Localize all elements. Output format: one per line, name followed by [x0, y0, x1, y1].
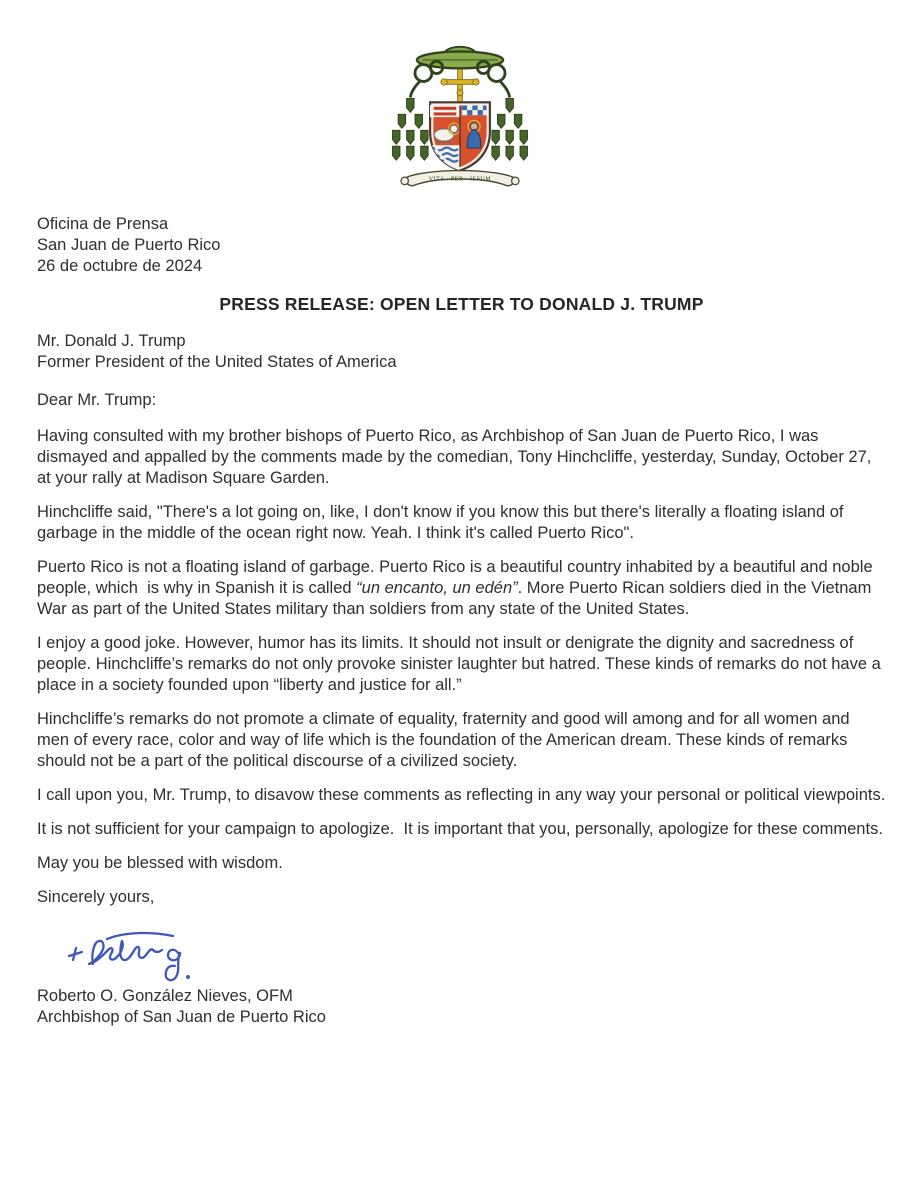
- coat-of-arms-graphic: [385, 40, 535, 198]
- city-line: San Juan de Puerto Rico: [37, 236, 221, 254]
- recipient-block: [37, 331, 886, 373]
- paragraph-1: Having consulted with my brother bishops of Puerto Rico, as Archbishop of San Juan de Puerto Rico, I was dismayed and appalled by the comments made by the comedian, Tony Hinchcliffe, yesterday, Sunday, October 27, at your rally at Madison Square Garden.: [37, 427, 876, 487]
- recipient-name: Mr. Donald J. Trump: [37, 332, 186, 350]
- paragraph-6: I call upon you, Mr. Trump, to disavow these comments as reflecting in any way your personal or political viewpoints.: [37, 786, 886, 804]
- motto-scroll: [400, 171, 518, 186]
- tassels-left: [392, 98, 428, 160]
- paragraph-2: Hinchcliffe said, "There's a lot going on, like, I don't know if you know this but there's literally a floating island of garbage in the middle of the ocean right now. Yeah. I think it's called Puerto Rico".: [37, 503, 849, 542]
- letter-title: PRESS RELEASE: OPEN LETTER TO DONALD J. TRUMP: [219, 294, 704, 314]
- paragraph-3-post: . More Puerto Rican soldiers died in the Vietnam War as part of the United States military than soldiers from any state of the United States.: [37, 579, 876, 618]
- tassels-right: [491, 98, 527, 160]
- signature-icon: [57, 922, 257, 984]
- signer-name: Roberto O. González Nieves, OFM: [37, 987, 293, 1005]
- motto-text: VITA · PER · IESUM: [428, 176, 491, 183]
- signature-handwriting: [57, 922, 886, 984]
- paragraph-5: Hinchcliffe’s remarks do not promote a climate of equality, fraternity and good will among and for all women and men of every race, color and way of life which is the foundation of the American dream. These kinds of remarks should not be a part of the political discourse of a civilized society.: [37, 710, 855, 770]
- shield-icon: [428, 102, 490, 171]
- signer-title: Archbishop of San Juan de Puerto Rico: [37, 1008, 326, 1026]
- salutation: Dear Mr. Trump:: [37, 391, 157, 409]
- letter-content: [0, 214, 919, 1028]
- coat-of-arms: [385, 40, 535, 198]
- signer-block: [37, 986, 886, 1028]
- paragraph-7: It is not sufficient for your campaign to apologize. It is important that you, personally, apologize for these comments.: [37, 820, 883, 838]
- recipient-title: Former President of the United States of America: [37, 353, 397, 371]
- sender-block: [37, 214, 886, 277]
- paragraph-3: [37, 557, 886, 620]
- valediction: Sincerely yours,: [37, 888, 155, 906]
- date-line: 26 de octubre de 2024: [37, 257, 203, 275]
- press-office-line: Oficina de Prensa: [37, 215, 169, 233]
- paragraph-4: I enjoy a good joke. However, humor has its limits. It should not insult or denigrate the dignity and sacredness of people. Hinchcliffe’s remarks do not only provoke sinister laughter but hatred. These kinds of remarks do not have a place in a society founded upon “liberty and justice for all.”: [37, 634, 886, 694]
- paragraph-3-italic: “un encanto, un edén”: [356, 579, 518, 597]
- paragraph-3-pre: Puerto Rico is not a floating island of garbage. Puerto Rico is a beautiful country inhabited by a beautiful and noble people, which is why in Spanish it is called: [37, 558, 878, 597]
- paragraph-8: May you be blessed with wisdom.: [37, 854, 283, 872]
